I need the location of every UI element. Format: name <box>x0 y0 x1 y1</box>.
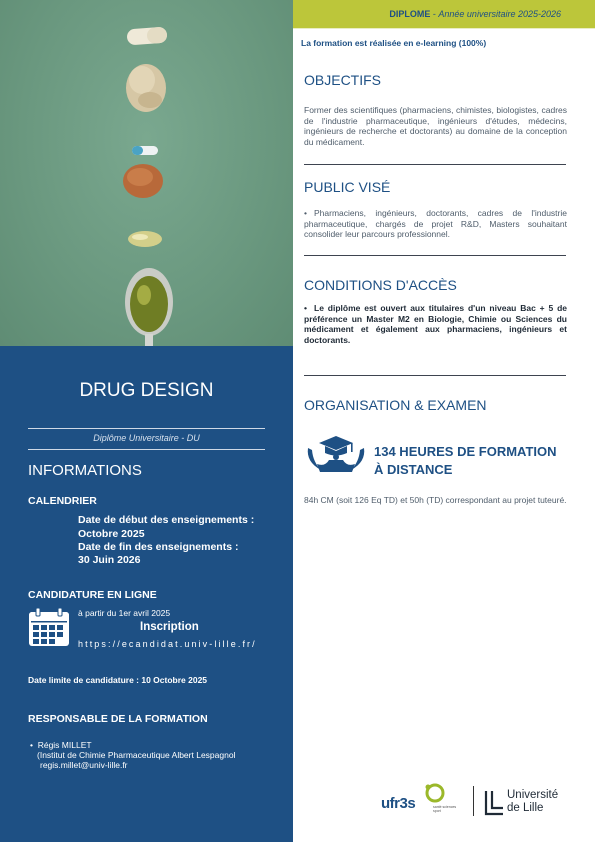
univ-lille-logo <box>483 789 573 819</box>
organisation-heading: ORGANISATION & EXAMEN <box>304 397 487 413</box>
admission-divider <box>304 375 566 376</box>
coordinator-email[interactable]: regis.millet@univ-lille.fr <box>40 760 128 770</box>
audience-divider <box>304 255 566 256</box>
objectives-divider <box>304 164 566 165</box>
application-link[interactable]: https://ecandidat.univ-lille.fr/ <box>78 639 257 649</box>
logo-separator <box>473 786 474 816</box>
header-text: DIPLOME - Année universitaire 2025-2026 <box>389 9 561 19</box>
calendar-start-date: Octobre 2025 <box>78 528 145 540</box>
admission-heading: CONDITIONS D'ACCÈS <box>304 277 457 293</box>
subtitle-divider <box>28 449 265 450</box>
calendar-start-label: Date de début des enseignements : <box>78 514 255 526</box>
target-audience-text: • Pharmaciens, ingénieurs, doctorants, cadres de l'industrie pharmaceutique, chargés de projet R&D, Masters souhaitant consolider leur parcours professionnel. <box>304 208 567 239</box>
organisation-detail: 84h CM (soit 126 Eq TD) et 50h (TD) correspondant au projet tuteuré. <box>304 495 567 505</box>
calendar-end-date: 30 Juin 2026 <box>78 554 141 566</box>
ufr3s-logo <box>381 781 461 821</box>
training-hours-line2: À DISTANCE <box>374 462 453 477</box>
calendar-end-label: Date de fin des enseignements : <box>78 541 239 553</box>
informations-heading: INFORMATIONS <box>28 462 142 479</box>
coordinator-institute: (Institut de Chimie Pharmaceutique Albert Lespagnol <box>37 750 236 760</box>
target-audience-heading: PUBLIC VISÉ <box>304 179 391 195</box>
diploma-type: Diplôme Universitaire - DU <box>93 433 200 443</box>
coordinator-name: • Régis MILLET <box>30 740 92 750</box>
header-bar <box>293 0 595 29</box>
academic-year: Année universitaire 2025-2026 <box>438 9 561 19</box>
hero-photo <box>0 0 293 346</box>
objectives-heading: OBJECTIFS <box>304 72 382 88</box>
online-application-heading: CANDIDATURE EN LIGNE <box>28 589 157 601</box>
target-audience-body: Pharmaciens, ingénieurs, doctorants, cadres de l'industrie pharmaceutique, chargés de projet R&D, Masters souhaitant consolider leur parcours professionnel. <box>304 208 567 239</box>
application-start-date: à partir du 1er avril 2025 <box>78 608 171 618</box>
univ-lille-line1: Université <box>507 789 559 801</box>
calendar-icon <box>28 607 70 647</box>
objectives-text: Former des scientifiques (pharmaciens, chimistes, biologistes, cadres de l'industrie pharmaceutique, ingénieurs d'études, médecins, ingénieurs de recherche et doctorants) au domaine de la conception du médicament. <box>304 105 567 147</box>
inscription-label: Inscription <box>140 621 199 633</box>
ufr3s-wordmark: ufr3s <box>381 795 416 812</box>
training-hours-line1: 134 HEURES DE FORMATION <box>374 444 557 459</box>
training-hours <box>374 443 557 479</box>
coordinator-name-text: Régis MILLET <box>37 740 92 750</box>
ufr3s-tagline: santé sciences sport <box>433 805 457 813</box>
calendar-heading: CALENDRIER <box>28 495 97 507</box>
elearning-note: La formation est réalisée en e-learning (100%) <box>301 38 487 48</box>
univ-lille-name <box>507 789 558 815</box>
admission-text: • Le diplôme est ouvert aux titulaires d'un niveau Bac + 5 de préférence un Master M2 en Biologie, Chimie ou Sciences du médicament et également aux pharmaciens, ingénieurs et doctorants. <box>304 303 567 345</box>
graduation-icon <box>303 434 369 474</box>
pills-illustration <box>0 0 293 346</box>
diploma-label: DIPLOME <box>389 9 431 19</box>
application-deadline: Date limite de candidature : 10 Octobre 2025 <box>28 675 208 685</box>
admission-body: Le diplôme est ouvert aux titulaires d'un niveau Bac + 5 de préférence un Master M2 en Biologie, Chimie ou Sciences du médicament et également aux pharmaciens, ingénieurs et doctorants. <box>304 303 567 345</box>
univ-lille-line2: de Lille <box>507 802 544 814</box>
title-divider <box>28 428 265 429</box>
coordinator-heading: RESPONSABLE DE LA FORMATION <box>28 713 208 725</box>
program-title: DRUG DESIGN <box>79 380 214 401</box>
univ-lille-emblem-icon <box>483 790 505 816</box>
